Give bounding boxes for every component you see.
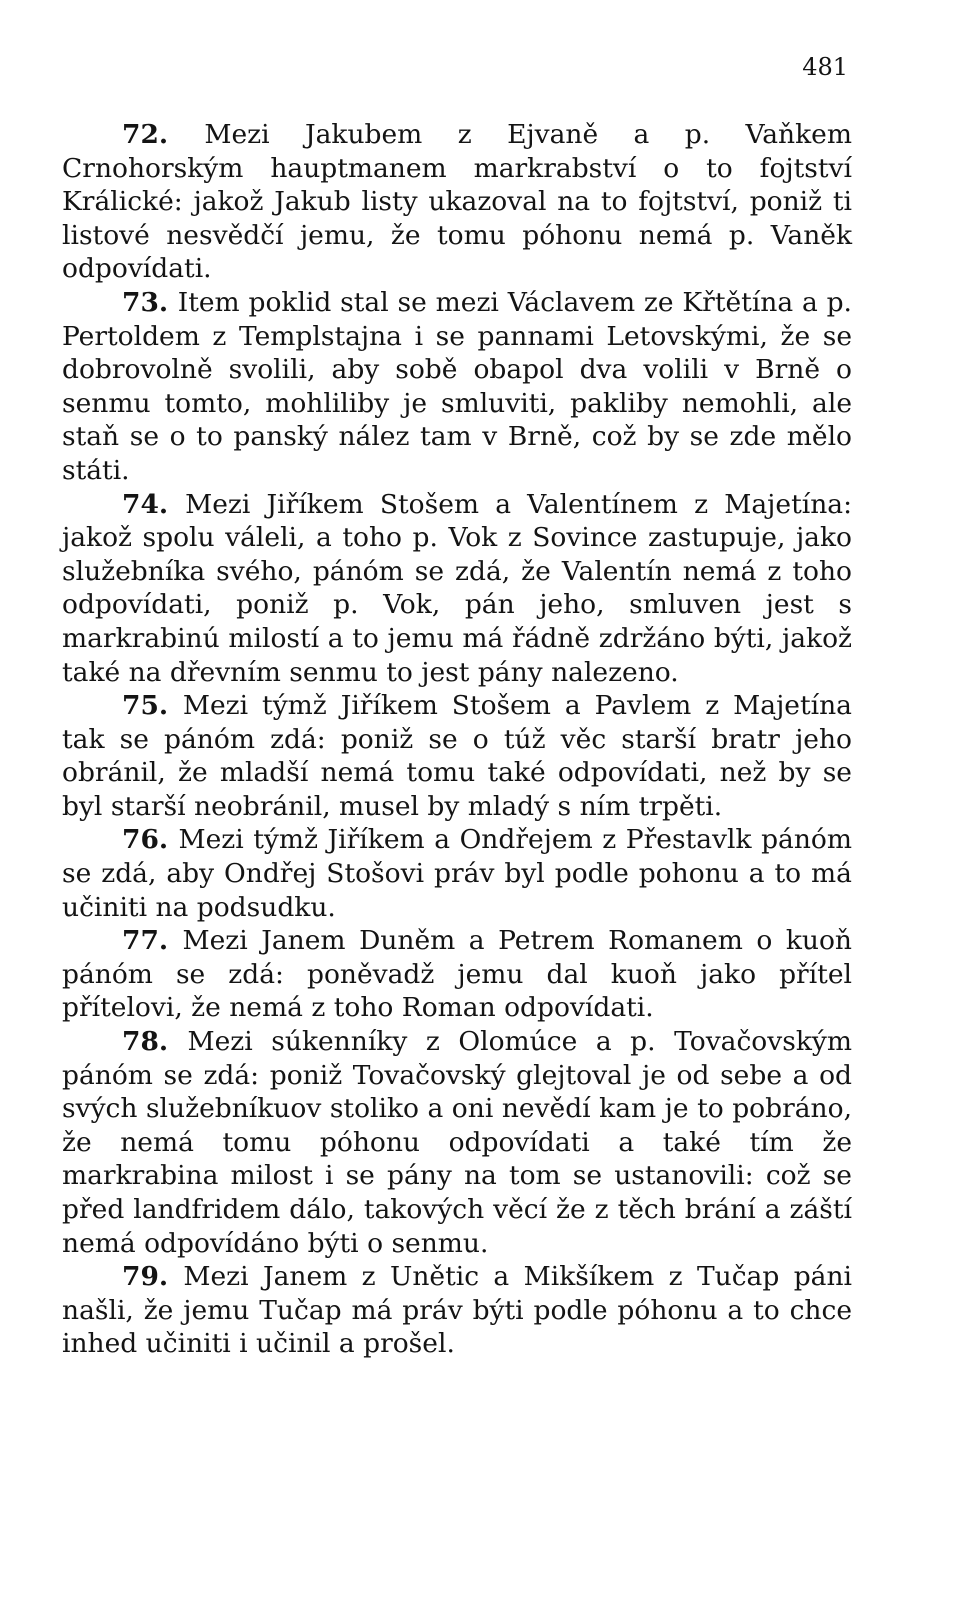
entry-number: 77. [122, 925, 169, 957]
entry-text: Mezi Janem z Unětic a Mikšíkem z Tučap páni našli, že jemu Tučap má práv býti podle póhonu a to chce inhed učiniti i učinil a prošel. [62, 1261, 852, 1360]
entry-number: 75. [122, 690, 169, 722]
entry-76 [62, 823, 852, 924]
entry-text: Item poklid stal se mezi Václavem ze Křtětína a p. Pertoldem z Templstajna i se pannami Letovskými, že se dobrovolně svolili, aby sobě obapol dva volili v Brně o senmu tomto, mohliliby je smluviti, pakliby nemohli, ale staň se o to panský nález tam v Brně, což by se zde mělo státi. [62, 286, 852, 486]
entry-number: 74. [122, 488, 169, 520]
entry-text: Mezi Janem Duněm a Petrem Romanem o kuoň pánóm se zdá: poněvadž jemu dal kuoň jako přítel přítelovi, že nemá z toho Roman odpovídati. [62, 925, 852, 1024]
entry-75 [62, 689, 852, 823]
entry-number: 78. [122, 1026, 169, 1058]
body-text [62, 118, 852, 1361]
entry-74 [62, 488, 852, 690]
entry-79 [62, 1260, 852, 1361]
entry-number: 72. [122, 119, 169, 150]
entry-78 [62, 1025, 852, 1260]
entry-77 [62, 924, 852, 1025]
entry-text: Mezi týmž Jiříkem a Ondřejem z Přestavlk pánóm se zdá, aby Ondřej Stošovi práv byl podle pohonu a to má učiniti na podsudku. [62, 824, 852, 923]
entry-text: Mezi týmž Jiříkem Stošem a Pavlem z Majetína tak se pánóm zdá: poniž se o túž věc starší bratr jeho obránil, že mladší nemá tomu také odpovídati, než by se byl starší neobránil, musel by mladý s ním trpěti. [62, 690, 852, 822]
entry-text: Mezi Jiříkem Stošem a Valentínem z Majetína: jakož spolu váleli, a toho p. Vok z Sovince zastupuje, jako služebníka svého, pánóm se zdá, že Valentín nemá z toho odpovídati, poniž p. Vok, pán jeho, smluven jest s markrabinú milostí a to jemu má řádně zdržáno býti, jakož také na dřevním senmu to jest pány nalezeno. [62, 488, 852, 688]
entry-text: Mezi súkenníky z Olomúce a p. Tovačovským pánóm se zdá: poniž Tovačovský glejtoval je od sebe a od svých služebníkuov stoliko a oni nevědí kam je to pobráno, že nemá tomu póhonu odpovídati a také tím že markrabina milost i se pány na tom se ustanovili: což se před landfridem dálo, takových věcí že z těch brání a záští nemá odpovídáno býti o senmu. [62, 1026, 852, 1259]
entry-number: 73. [122, 286, 169, 318]
entry-72 [62, 118, 852, 286]
entry-number: 79. [122, 1261, 169, 1293]
page-number: 481 [802, 53, 848, 81]
entry-number: 76. [122, 824, 169, 856]
entry-text: Mezi Jakubem z Ejvaně a p. Vaňkem Crnohorským hauptmanem markrabství o to fojtství Králické: jakož Jakub listy ukazoval na to fojtství, poniž ti listové nesvědčí jemu, že tomu póhonu nemá p. Vaněk odpovídati. [62, 119, 852, 285]
entry-73 [62, 286, 852, 488]
